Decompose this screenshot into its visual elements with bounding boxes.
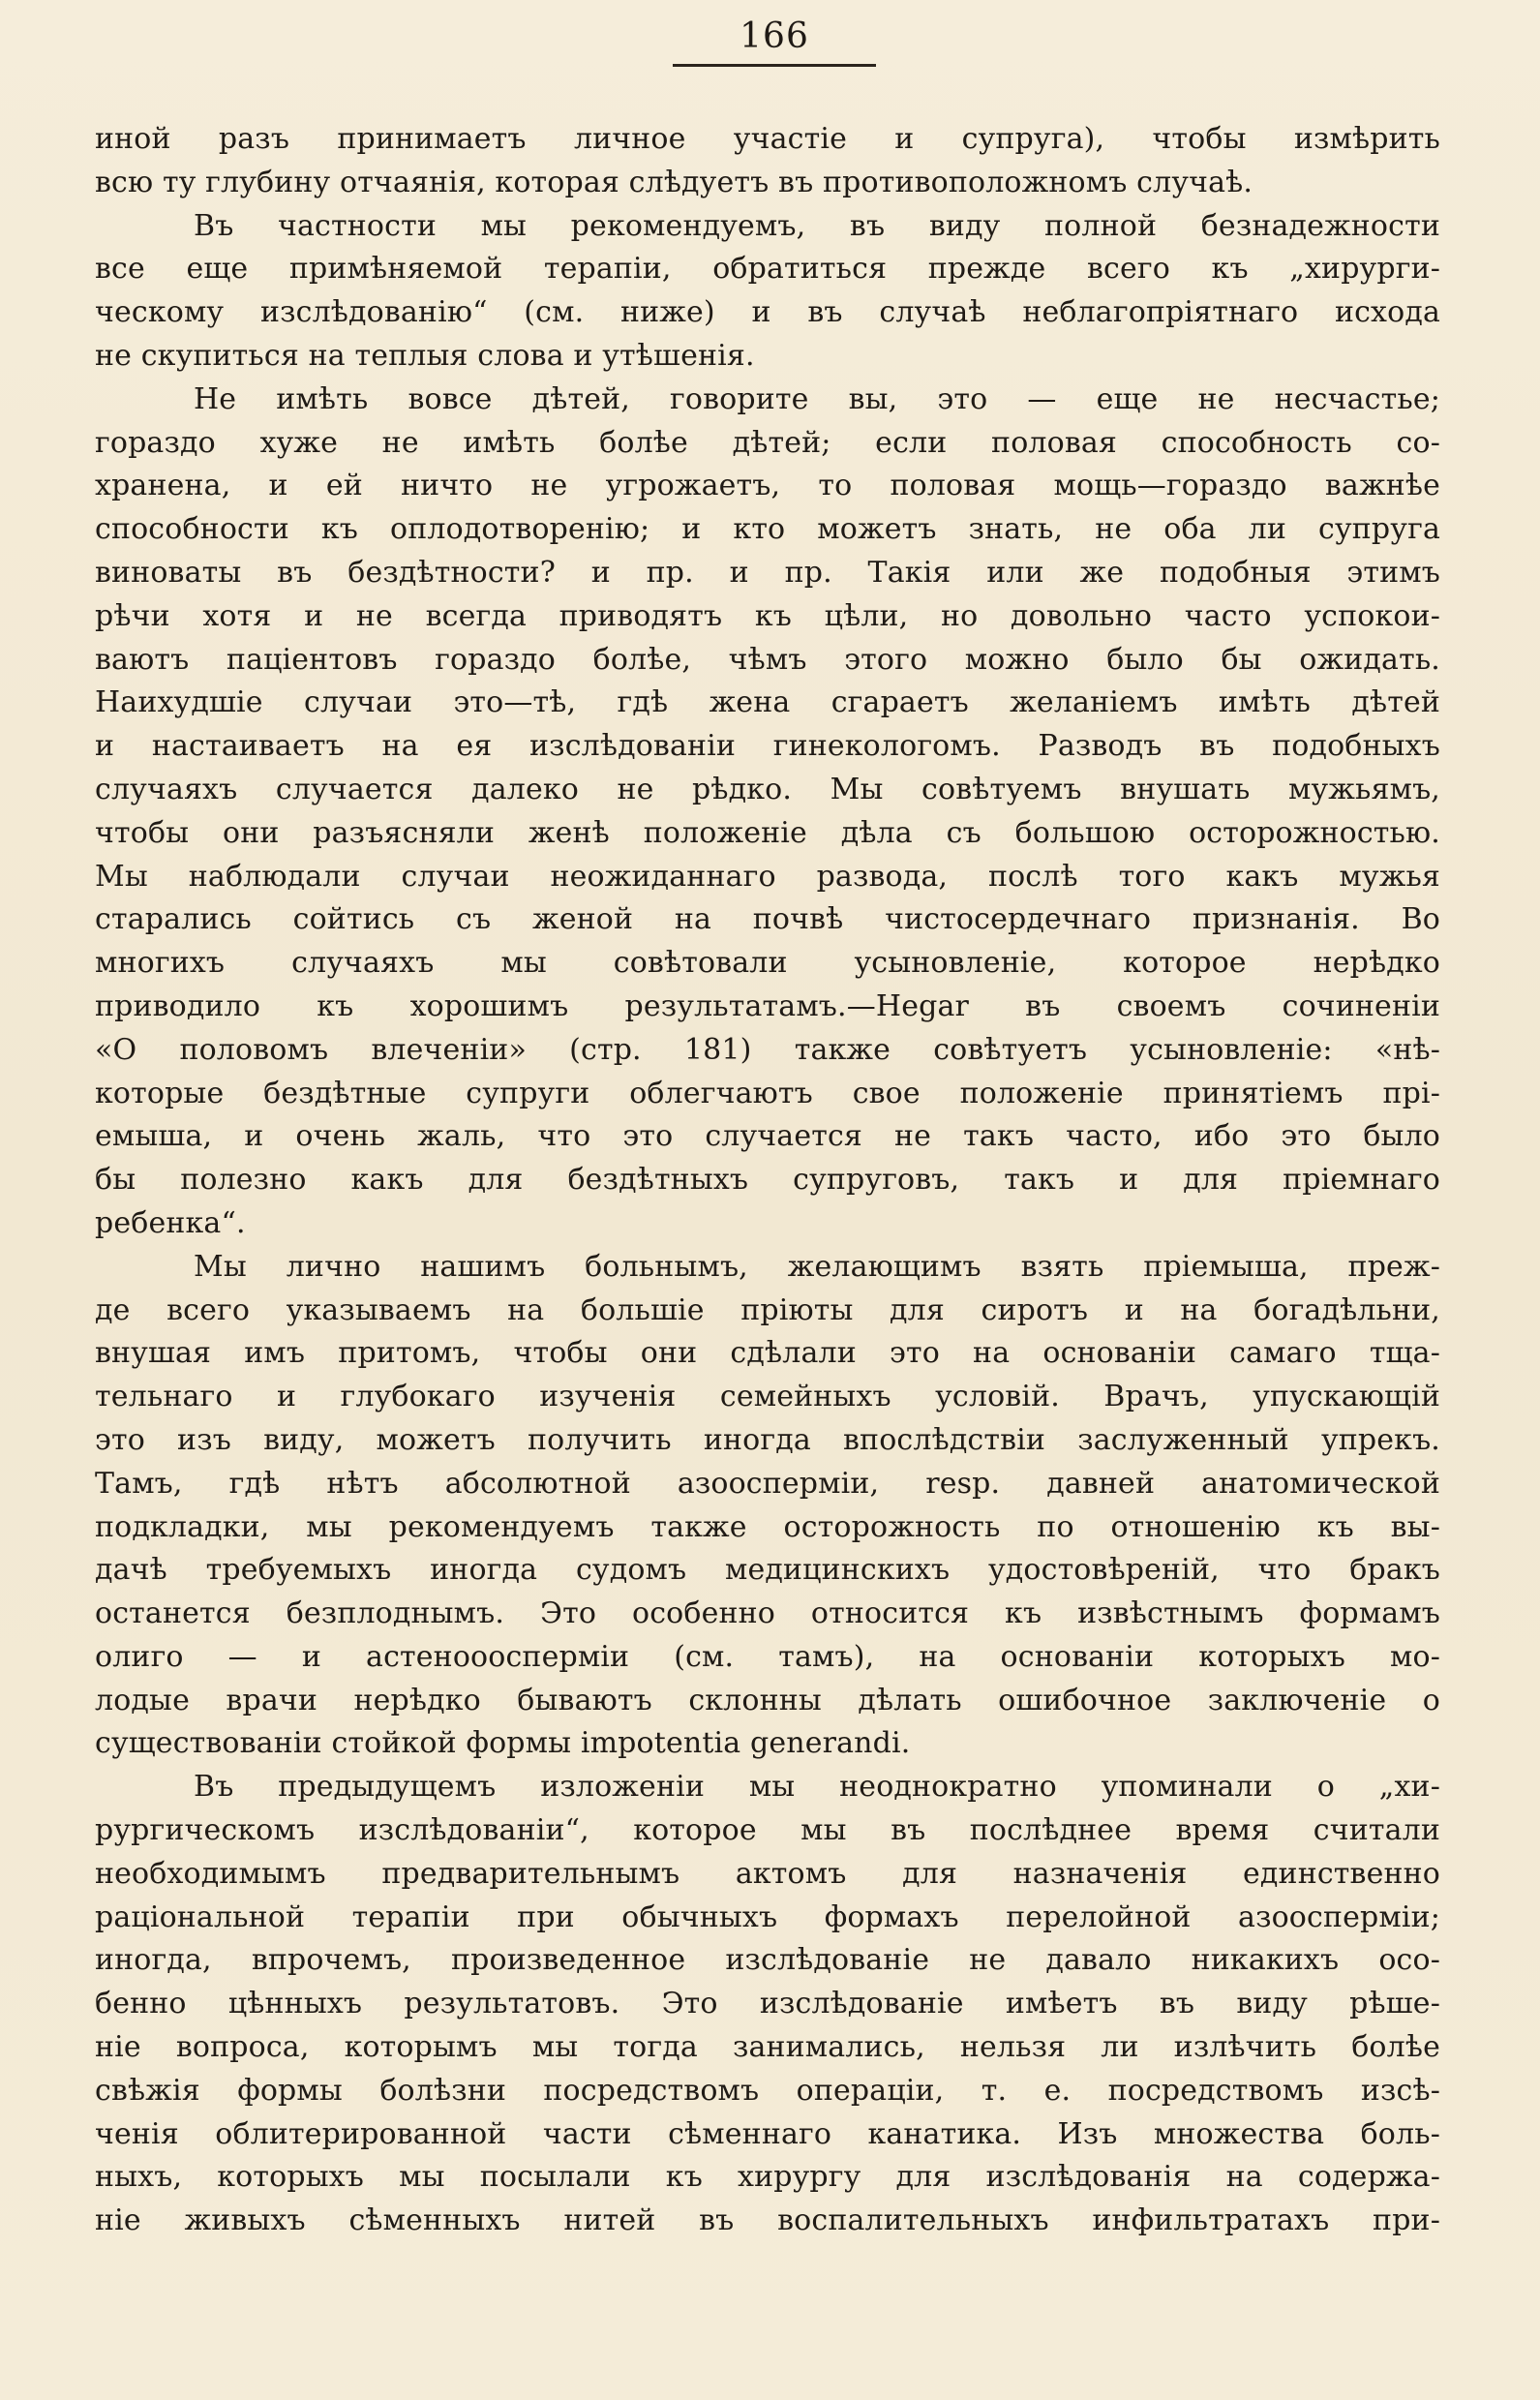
paragraph (95, 118, 1440, 205)
text-line: не скупиться на теплыя слова и утѣшенія. (95, 338, 755, 373)
paragraph (95, 205, 1440, 379)
text-line: рѣчи хотя и не всегда приводятъ къ цѣли, но довольно часто успокои- (95, 598, 1440, 633)
text-line: хранена, и ей ничто не угрожаетъ, то половая мощь—гораздо важнѣе (95, 469, 1440, 503)
text-line: всю ту глубину отчаянія, которая слѣдуетъ въ противоположномъ случаѣ. (95, 165, 1253, 199)
text-line: гораздо хуже не имѣть болѣе дѣтей; если половая способность со- (95, 425, 1440, 460)
text-line: Мы наблюдали случаи неожиданнаго развода, послѣ того какъ мужья (95, 859, 1440, 894)
header-rule (673, 64, 876, 67)
text-line: лодые врачи нерѣдко бываютъ склонны дѣлать ошибочное заключеніе о (95, 1683, 1440, 1717)
text-line: тельнаго и глубокаго изученія семейныхъ условій. Врачъ, упускающій (95, 1380, 1440, 1414)
paragraph (95, 1246, 1440, 1767)
text-line: необходимымъ предварительнымъ актомъ для назначенія единственно (95, 1856, 1440, 1891)
text-line: ніе вопроса, которымъ мы тогда занимались, нельзя ли излѣчить болѣе (95, 2030, 1440, 2065)
text-line: бы полезно какъ для бездѣтныхъ супруговъ, такъ и для пріемнаго (95, 1163, 1440, 1198)
text-line: иногда, впрочемъ, произведенное изслѣдованіе не давало никакихъ осо- (95, 1943, 1440, 1978)
text-line: Наихудшіе случаи это—тѣ, гдѣ жена сгараетъ желаніемъ имѣть дѣтей (95, 685, 1440, 720)
text-line: многихъ случаяхъ мы совѣтовали усыновленіе, которое нерѣдко (95, 946, 1440, 981)
text-line: Не имѣть вовсе дѣтей, говорите вы, это — еще не несчастье; (194, 381, 1440, 416)
text-line: емыша, и очень жаль, что это случается не такъ часто, ибо это было (95, 1119, 1440, 1154)
text-line: ныхъ, которыхъ мы посылали къ хирургу для изслѣдованія на содержа- (95, 2160, 1440, 2195)
text-line: останется безплоднымъ. Это особенно относится къ извѣстнымъ формамъ (95, 1596, 1440, 1631)
paragraph (95, 1766, 1440, 2243)
text-line: подкладки, мы рекомендуемъ также осторожность по отношенію къ вы- (95, 1509, 1440, 1544)
text-line: Мы лично нашимъ больнымъ, желающимъ взять пріемыша, преж- (194, 1249, 1440, 1284)
text-line: Въ частности мы рекомендуемъ, въ виду полной безнадежности (194, 208, 1440, 243)
page-header (668, 17, 881, 67)
text-line: ченія облитерированной части сѣменнаго канатика. Изъ множества боль- (95, 2116, 1440, 2151)
text-line: виноваты въ бездѣтности? и пр. и пр. Такія или же подобныя этимъ (95, 555, 1440, 590)
text-line: ребенка“. (95, 1205, 246, 1240)
text-line: чтобы они разъясняли женѣ положеніе дѣла съ большою осторожностью. (95, 815, 1440, 850)
text-line: рургическомъ изслѣдованіи“, которое мы въ послѣднее время считали (95, 1813, 1440, 1848)
text-line: существованіи стойкой формы impotentia generandi. (95, 1726, 911, 1761)
text-line: свѣжія формы болѣзни посредствомъ операціи, т. е. посредствомъ изсѣ- (95, 2073, 1440, 2108)
text-line: случаяхъ случается далеко не рѣдко. Мы совѣтуемъ внушать мужьямъ, (95, 772, 1440, 806)
text-line: олиго — и астеноооспермiи (см. тамъ), на основаніи которыхъ мо- (95, 1639, 1440, 1674)
text-line: старались сойтись съ женой на почвѣ чистосердечнаго признанія. Во (95, 902, 1440, 937)
text-line: Тамъ, гдѣ нѣтъ абсолютной азооспермiи, resp. давней анатомической (95, 1466, 1440, 1501)
text-line: раціональной терапіи при обычныхъ формахъ перелойной азооспермiи; (95, 1899, 1440, 1934)
text-line: приводило къ хорошимъ результатамъ.—Hegar въ своемъ сочиненіи (95, 988, 1440, 1023)
text-line: дачѣ требуемыхъ иногда судомъ медицинскихъ удостовѣреній, что бракъ (95, 1553, 1440, 1588)
paragraph (95, 379, 1440, 1246)
text-line: иной разъ принимаетъ личное участіе и супруга), чтобы измѣрить (95, 122, 1440, 156)
text-line: это изъ виду, можетъ получить иногда впослѣдствіи заслуженный упрекъ. (95, 1422, 1440, 1457)
text-line: бенно цѣнныхъ результатовъ. Это изслѣдованіе имѣетъ въ виду рѣше- (95, 1987, 1440, 2021)
text-line: Въ предыдущемъ изложеніи мы неоднократно упоминали о „хи- (194, 1770, 1440, 1805)
text-line: «О половомъ влеченіи» (стр. 181) также совѣтуетъ усыновленіе: «нѣ- (95, 1032, 1440, 1067)
body-text (95, 118, 1440, 2243)
text-line: внушая имъ притомъ, чтобы они сдѣлали это на основаніи самаго тща- (95, 1336, 1440, 1371)
text-line: и настаиваетъ на ея изслѣдованіи гинекологомъ. Разводъ въ подобныхъ (95, 729, 1440, 764)
text-line: де всего указываемъ на большіе пріюты для сиротъ и на богадѣльни, (95, 1292, 1440, 1327)
text-line: способности къ оплодотворенію; и кто можетъ знать, не оба ли супруга (95, 512, 1440, 547)
text-line: ваютъ паціентовъ гораздо болѣе, чѣмъ этого можно было бы ожидать. (95, 642, 1440, 677)
text-line: ческому изслѣдованію“ (см. ниже) и въ случаѣ неблагопріятнаго исхода (95, 295, 1440, 330)
text-line: все еще примѣняемой терапіи, обратиться прежде всего къ „хирурги- (95, 252, 1440, 287)
page-number: 166 (740, 16, 809, 56)
text-line: которые бездѣтные супруги облегчаютъ свое положеніе принятіемъ прі- (95, 1076, 1440, 1110)
text-line: ніе живыхъ сѣменныхъ нитей въ воспалительныхъ инфильтратахъ при- (95, 2203, 1440, 2238)
